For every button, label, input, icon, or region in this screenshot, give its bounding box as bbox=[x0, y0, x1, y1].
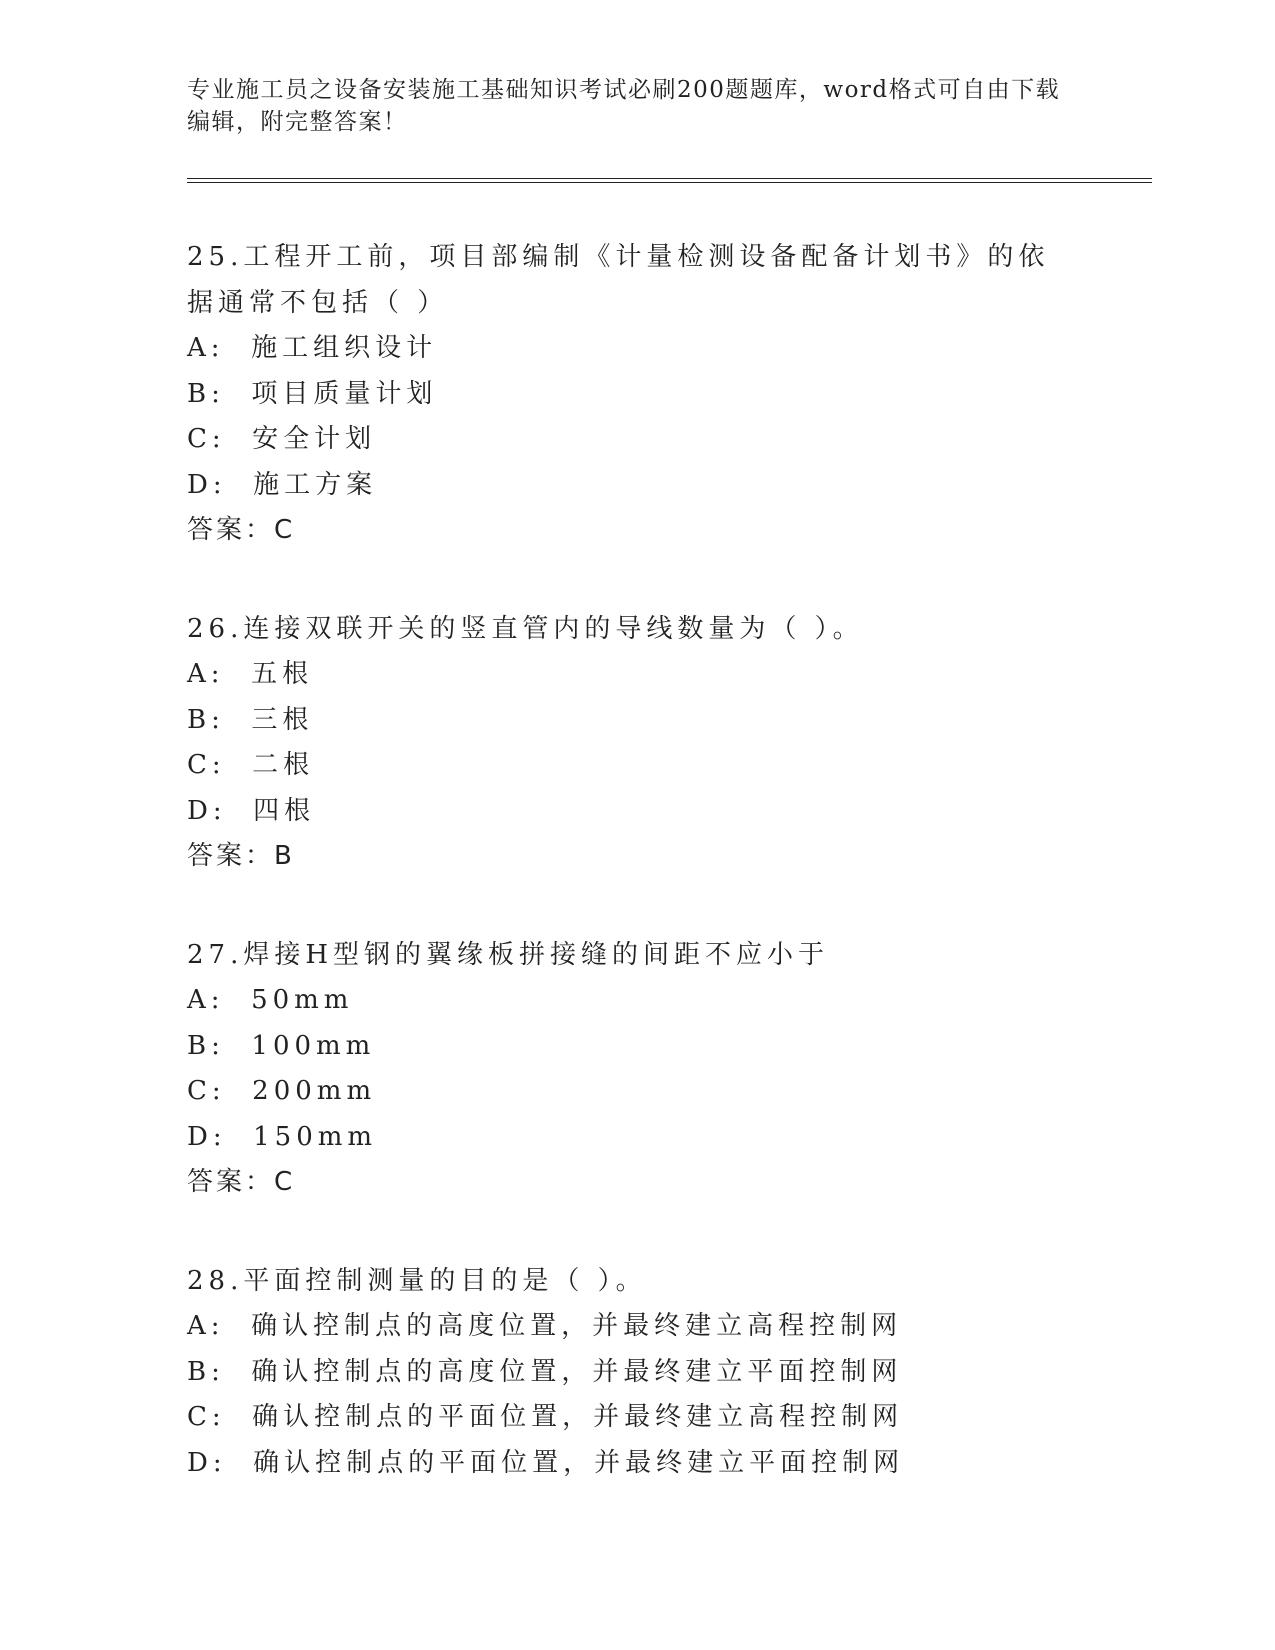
option-a: A: 五根 bbox=[187, 659, 314, 689]
option-b: B: 100mm bbox=[187, 1030, 376, 1061]
answer-line: 答案：B bbox=[187, 841, 295, 871]
option-a: A: 确认控制点的高度位置，并最终建立高程控制网 bbox=[187, 1311, 903, 1341]
question-stem: 28.平面控制测量的目的是（ ）。 bbox=[187, 1265, 647, 1296]
option-b: B: 确认控制点的高度位置，并最终建立平面控制网 bbox=[187, 1356, 903, 1387]
option-a: A: 50mm bbox=[187, 985, 354, 1015]
option-d: D: 施工方案 bbox=[187, 469, 378, 500]
header-divider bbox=[187, 178, 1152, 183]
option-a: A: 施工组织设计 bbox=[187, 333, 438, 363]
option-c: C: 200mm bbox=[187, 1076, 377, 1106]
option-c: C: 二根 bbox=[187, 750, 315, 780]
question-27 bbox=[187, 933, 1087, 1206]
question-list bbox=[187, 235, 1087, 1539]
question-stem: 26.连接双联开关的竖直管内的导线数量为（ ）。 bbox=[187, 613, 864, 644]
document-header: 专业施工员之设备安装施工基础知识考试必刷200题题库，word格式可自由下载编辑，附完整答案！ bbox=[187, 77, 1061, 135]
option-d: D: 150mm bbox=[187, 1121, 378, 1152]
question-stem: 25.工程开工前，项目部编制《计量检测设备配备计划书》的依据通常不包括（ ） bbox=[187, 242, 1050, 318]
answer-line: 答案：C bbox=[187, 1167, 296, 1197]
option-d: D: 四根 bbox=[187, 795, 316, 826]
question-stem: 27.焊接H型钢的翼缘板拼接缝的间距不应小于 bbox=[187, 939, 830, 970]
question-26 bbox=[187, 607, 1087, 880]
question-28 bbox=[187, 1259, 1087, 1487]
option-b: B: 项目质量计划 bbox=[187, 378, 438, 409]
option-d: D: 确认控制点的平面位置，并最终建立平面控制网 bbox=[187, 1447, 905, 1478]
option-c: C: 安全计划 bbox=[187, 424, 377, 454]
answer-line: 答案：C bbox=[187, 515, 296, 545]
option-c: C: 确认控制点的平面位置，并最终建立高程控制网 bbox=[187, 1402, 904, 1432]
question-25 bbox=[187, 235, 1087, 554]
option-b: B: 三根 bbox=[187, 704, 314, 735]
